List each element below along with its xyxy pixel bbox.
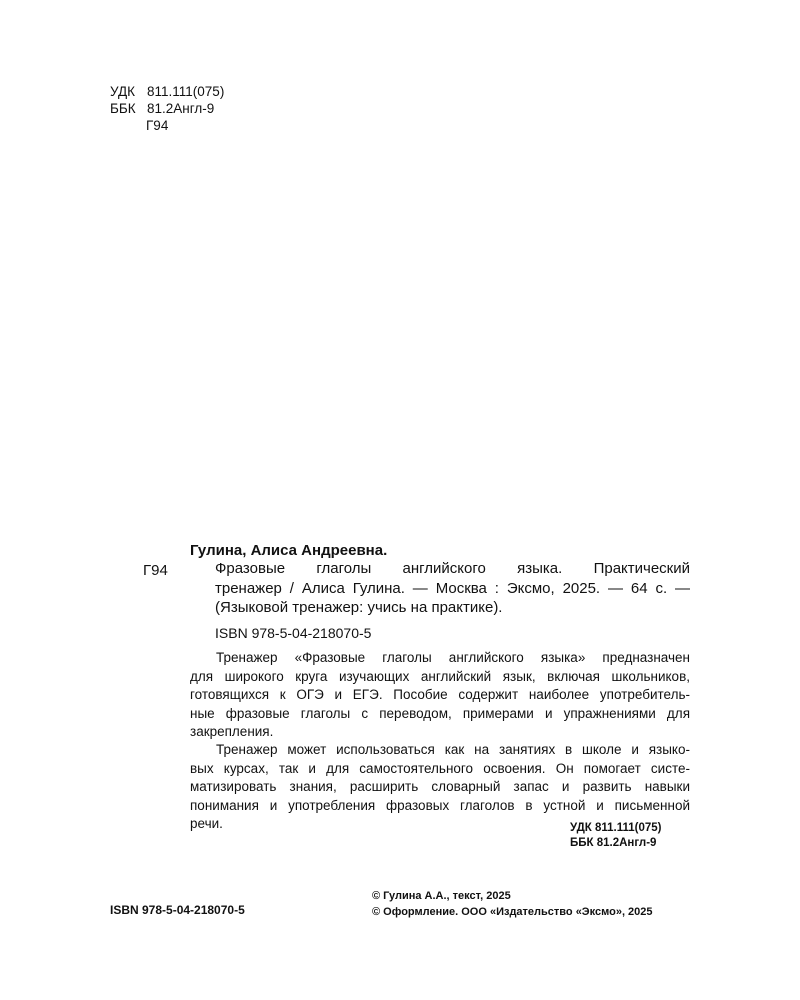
- card-isbn: ISBN 978-5-04-218070-5: [215, 625, 372, 641]
- udk-line: [110, 83, 224, 100]
- footer-isbn: ISBN 978-5-04-218070-5: [110, 903, 245, 917]
- description-line: (Языковой тренажер: учись на практике).: [215, 599, 503, 616]
- description-line: Фразовые глаголы английского языка. Практический: [215, 560, 690, 577]
- annotation-line: речи.: [190, 816, 223, 831]
- author-mark-top: Г94: [146, 118, 169, 133]
- udk-value: 811.111(075): [147, 84, 225, 99]
- card-index-code: Г94: [143, 562, 168, 579]
- annotation-line: ные фразовые глаголы с переводом, примерами и упражнениями для: [190, 705, 690, 721]
- udk-label: УДК: [110, 84, 135, 99]
- copyright-design: © Оформление. ООО «Издательство «Эксмо», 2025: [372, 906, 653, 918]
- description-line: тренажер / Алиса Гулина. — Москва : Эксмо, 2025. — 64 с. —: [215, 579, 690, 597]
- annotation-line: Тренажер может использоваться как на занятиях в школе и языко-: [216, 742, 690, 757]
- bbk-value: 81.2Англ-9: [147, 101, 215, 116]
- bottom-bbk: ББК 81.2Англ-9: [570, 837, 657, 849]
- copyright-text: © Гулина А.А., текст, 2025: [372, 890, 511, 902]
- annotation-line: для широкого круга изучающих английский язык, включая школьников,: [190, 668, 690, 684]
- annotation-line: вых курсах, так и для самостоятельного освоения. Он помогает систе-: [190, 760, 690, 776]
- bottom-classification: [570, 821, 690, 851]
- annotation-line: Тренажер «Фразовые глаголы английского языка» предназначен: [216, 650, 690, 665]
- annotation-line: закрепления.: [190, 724, 274, 739]
- bbk-label: ББК: [110, 101, 136, 116]
- annotation-line: матизировать знания, расширить словарный запас и развить навыки: [190, 779, 690, 794]
- annotation-paragraph-2: [190, 741, 690, 834]
- copyright-block: [372, 888, 653, 920]
- top-classification: [110, 83, 224, 134]
- annotation-line: понимания и употребления фразовых глаголов в устной и письменной: [190, 797, 690, 813]
- bbk-line: [110, 100, 224, 117]
- card-description: [215, 559, 690, 618]
- annotation-paragraph-1: [190, 649, 690, 742]
- bottom-udk: УДК 811.111(075): [570, 822, 662, 834]
- card-author: Гулина, Алиса Андреевна.: [190, 542, 388, 559]
- annotation-line: готовящихся к ОГЭ и ЕГЭ. Пособие содержит наиболее употребитель-: [190, 687, 690, 702]
